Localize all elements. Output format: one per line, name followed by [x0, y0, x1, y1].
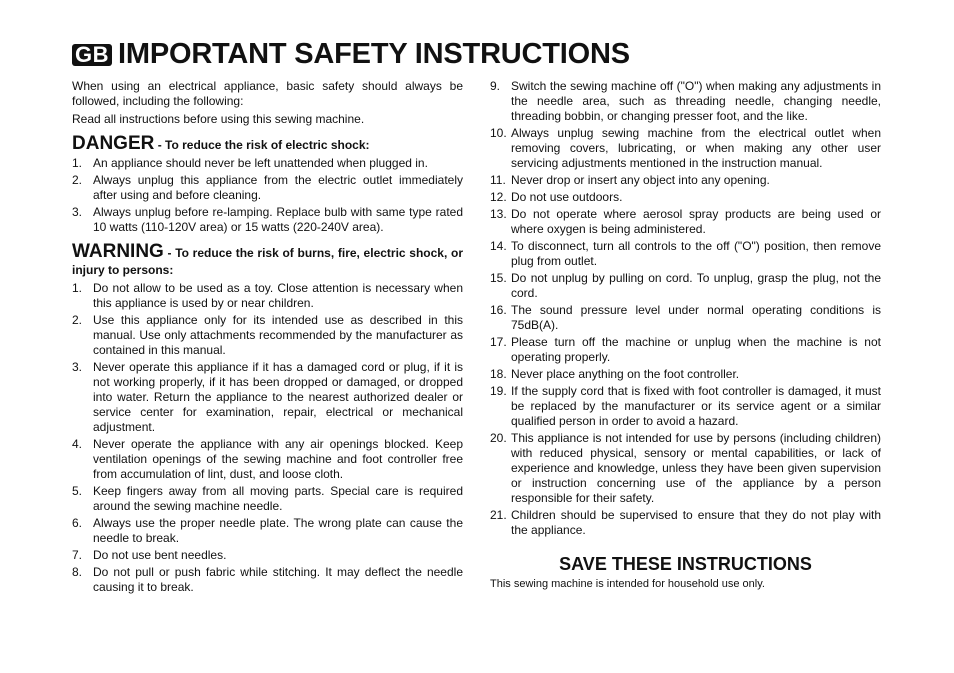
list-item [490, 190, 881, 205]
item-number: 10. [490, 126, 507, 140]
item-text: Never operate the appliance with any air openings blocked. Keep ventilation openings of the sewing machine and foot controller free from accumulation of lint, dust, and loose cloth. [93, 437, 463, 481]
item-number: 4. [72, 437, 83, 451]
item-number: 7. [72, 548, 83, 562]
item-number: 3. [72, 205, 83, 219]
list-item [72, 565, 463, 595]
item-text: If the supply cord that is fixed with foot controller is damaged, it must be replaced by the manufacturer or its service agent or a similar qualified person in order to avoid a hazard. [511, 384, 881, 428]
list-item [72, 484, 463, 514]
item-number: 18. [490, 367, 507, 381]
list-item [72, 313, 463, 358]
item-text: To disconnect, turn all controls to the off ("O") position, then remove plug from outlet. [511, 239, 881, 268]
continued-list [490, 79, 881, 538]
list-item [72, 173, 463, 203]
item-text: Please turn off the machine or unplug when the machine is not operating properly. [511, 335, 881, 364]
save-instructions-heading: SAVE THESE INSTRUCTIONS [559, 554, 812, 574]
intro-paragraph: When using an electrical appliance, basic safety should always be followed, including the following: [72, 79, 463, 108]
item-number: 11. [490, 173, 506, 187]
item-text: This appliance is not intended for use by persons (including children) with reduced physical, sensory or mental capabilities, or lack of experience and knowledge, unless they have been given supervision or instruction concerning use of the appliance by a person responsible for their safety. [511, 431, 881, 505]
page-title [72, 38, 630, 71]
item-number: 1. [72, 281, 83, 295]
item-text: Never drop or insert any object into any opening. [511, 173, 770, 187]
list-item [72, 516, 463, 546]
item-text: Always unplug this appliance from the electric outlet immediately after using and before cleaning. [93, 173, 463, 202]
title-text: IMPORTANT SAFETY INSTRUCTIONS [118, 38, 630, 70]
list-item [490, 303, 881, 333]
list-item [490, 271, 881, 301]
list-item [72, 548, 463, 563]
list-item [72, 437, 463, 482]
list-item [72, 156, 463, 171]
item-number: 1. [72, 156, 83, 170]
item-number: 17. [490, 335, 507, 349]
list-item [490, 173, 881, 188]
list-item [490, 79, 881, 124]
item-text: Do not operate where aerosol spray products are being used or where oxygen is being administered. [511, 207, 881, 236]
item-text: An appliance should never be left unattended when plugged in. [93, 156, 428, 170]
left-column [72, 79, 463, 595]
warning-list [72, 281, 463, 595]
item-text: Never place anything on the foot controller. [511, 367, 740, 381]
list-item [490, 207, 881, 237]
item-number: 3. [72, 360, 83, 374]
language-badge: GB [72, 44, 112, 66]
list-item [490, 335, 881, 365]
item-number: 8. [72, 565, 83, 579]
intro-read-note: Read all instructions before using this sewing machine. [72, 112, 365, 126]
item-number: 5. [72, 484, 83, 498]
item-number: 21. [490, 508, 507, 522]
item-text: Always unplug sewing machine from the electrical outlet when removing covers, lubricating, or when making any other user servicing adjustments mentioned in the instruction manual. [511, 126, 881, 170]
list-item [490, 384, 881, 429]
danger-list [72, 156, 463, 235]
warning-heading: WARNING [72, 241, 164, 262]
item-text: Children should be supervised to ensure that they do not play with the appliance. [511, 508, 881, 537]
item-number: 6. [72, 516, 83, 530]
item-text: The sound pressure level under normal operating conditions is 75dB(A). [511, 303, 881, 332]
item-number: 2. [72, 173, 83, 187]
danger-subheading: - To reduce the risk of electric shock: [157, 138, 370, 152]
danger-section-heading [72, 135, 463, 154]
item-number: 12. [490, 190, 507, 204]
item-text: Do not pull or push fabric while stitching. It may deflect the needle causing it to break. [93, 565, 463, 594]
item-text: Use this appliance only for its intended use as described in this manual. Use only attachments recommended by the manufacturer as contained in this manual. [93, 313, 463, 357]
item-number: 2. [72, 313, 83, 327]
item-text: Do not unplug by pulling on cord. To unplug, grasp the plug, not the cord. [511, 271, 881, 300]
list-item [490, 126, 881, 171]
household-use-note: This sewing machine is intended for household use only. [490, 578, 765, 590]
item-number: 20. [490, 431, 507, 445]
warning-subheading: - To reduce the risk of burns, fire, electric shock, or injury to persons: [72, 246, 463, 277]
list-item [72, 360, 463, 435]
item-text: Do not use bent needles. [93, 548, 227, 562]
item-number: 9. [490, 79, 501, 93]
right-column [490, 79, 881, 592]
item-text: Keep fingers away from all moving parts. Special care is required around the sewing machine needle. [93, 484, 463, 513]
item-number: 19. [490, 384, 507, 398]
item-number: 16. [490, 303, 507, 317]
list-item [490, 431, 881, 506]
item-text: Switch the sewing machine off ("O") when making any adjustments in the needle area, such as threading needle, changing needle, threading bobbin, or changing presser foot, and the like. [511, 79, 881, 123]
warning-section-heading [72, 243, 463, 279]
item-text: Do not use outdoors. [511, 190, 623, 204]
item-number: 13. [490, 207, 507, 221]
item-text: Never operate this appliance if it has a damaged cord or plug, if it is not working properly, if it has been dropped or damaged, or dropped into water. Return the appliance to the nearest authorized dealer or service center for examination, repair, electrical or mechanical adjustment. [93, 360, 463, 434]
list-item [490, 239, 881, 269]
danger-heading: DANGER [72, 133, 155, 154]
item-text: Do not allow to be used as a toy. Close attention is necessary when this appliance is used by or near children. [93, 281, 463, 310]
list-item [72, 281, 463, 311]
item-number: 15. [490, 271, 507, 285]
list-item [490, 508, 881, 538]
list-item [490, 367, 881, 382]
item-text: Always use the proper needle plate. The wrong plate can cause the needle to break. [93, 516, 463, 545]
item-text: Always unplug before re-lamping. Replace bulb with same type rated 10 watts (110-120V area) or 15 watts (220-240V area). [93, 205, 463, 234]
item-number: 14. [490, 239, 507, 253]
list-item [72, 205, 463, 235]
